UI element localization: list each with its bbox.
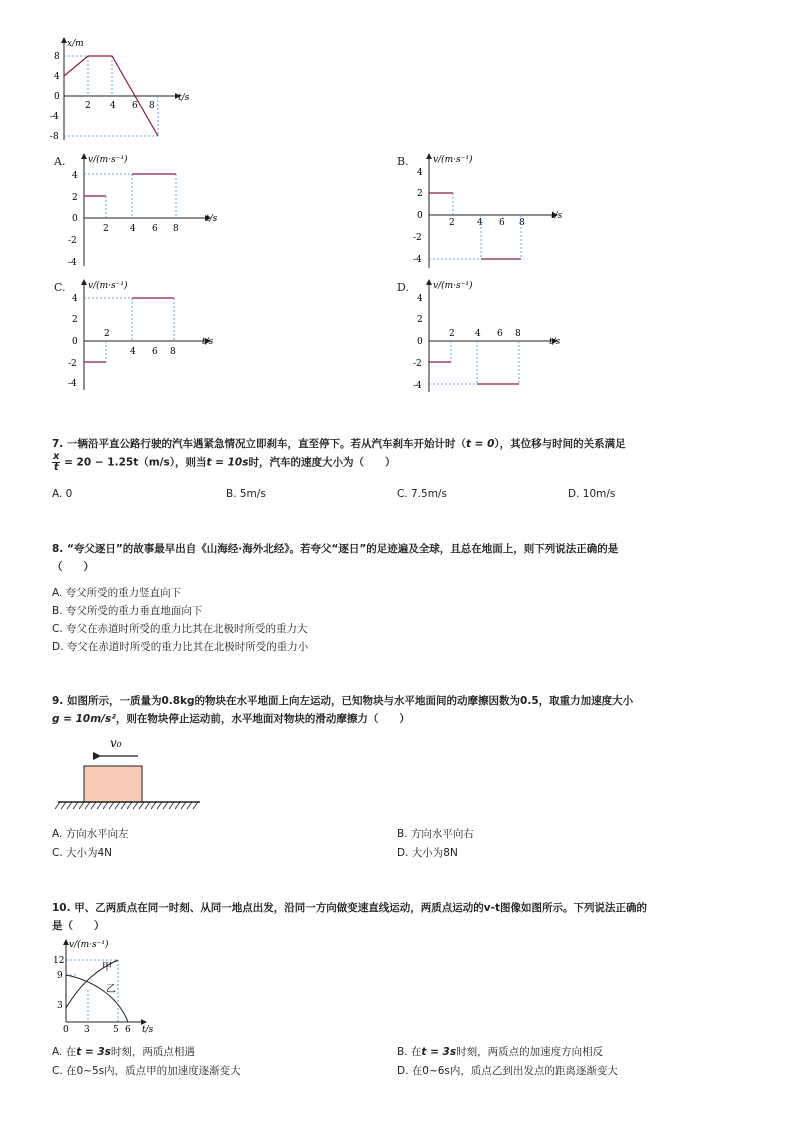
graph-option-d [405,276,565,396]
x-tick: 6 [497,329,503,339]
x-tick: 4 [475,329,481,339]
x-tick: 4 [130,224,136,234]
x-tick: 2 [104,329,110,339]
option-d-letter[interactable]: D. [397,281,409,294]
x-axis-label: t/s [206,214,218,224]
label-yi: 乙 [106,984,116,995]
y-tick-3: 3 [57,1001,63,1011]
q7-text: ），其位移与时间的关系满足 [494,438,626,450]
x-tick-4: 4 [110,101,116,111]
graph-option-c [60,276,220,396]
y-tick-12: 12 [53,956,65,966]
y-tick: 0 [417,211,423,221]
q10-text: 时刻，两质点的加速度方向相反 [456,1046,604,1058]
q10-stem-line2: 是（ ） [52,920,105,932]
q7-option-c[interactable]: C. 7.5m/s [397,488,447,500]
q9-option-c[interactable]: C. 大小为4N [52,847,113,859]
q7-t10: t = 10s [206,456,249,469]
q7-stem-line1 [52,436,626,451]
q7-frac-den: t [53,462,59,473]
x-axis-label: t/s [549,337,561,347]
x-tick: 6 [152,347,158,357]
q7-option-b[interactable]: B. 5m/s [226,488,266,500]
q10-option-c[interactable]: C. 在0~5s内，质点甲的加速度逐渐变大 [52,1065,241,1077]
q8-option-d[interactable]: D. 夸父在赤道时所受的重力比其在北极时所受的重力小 [52,641,309,653]
y-axis-label: v/(m·s⁻¹) [88,281,128,291]
q9-text: ，则在物块停止运动前，水平地面对物块的滑动摩擦力（ ） [115,713,410,725]
y-tick: 2 [72,193,78,203]
q10-stem-line1: 10. 甲、乙两质点在同一时刻、从同一地点出发，沿同一方向做变速直线运动，两质点运动的v-t图像如图所示。下列说法正确的 [52,902,647,914]
y-axis-label: v/(m·s⁻¹) [88,155,128,165]
x-tick: 2 [449,329,455,339]
q10-t3: t = 3s [421,1046,457,1058]
q9-stem-line2 [52,711,410,726]
q9-stem-line1: 9. 如图所示，一质量为0.8kg的物块在水平地面上向左运动，已知物块与水平地面间的动摩擦因数为0.5，取重力加速度大小 [52,695,634,707]
y-tick-8: 8 [54,52,60,62]
q8-option-a[interactable]: A. 夸父所受的重力竖直向下 [52,587,182,599]
x-tick-6: 6 [132,101,138,111]
x-tick-3: 3 [84,1025,90,1035]
x-tick: 6 [152,224,158,234]
x-tick-5: 5 [113,1025,119,1035]
graph-vt-q10 [52,936,162,1036]
y-tick: -2 [68,236,77,246]
y-tick-m8: -8 [50,132,59,142]
label-jia: 甲 [102,962,112,973]
y-tick: 4 [72,294,78,304]
y-tick: -4 [68,379,77,389]
velocity-label: v₀ [110,736,122,750]
x-tick-0: 0 [63,1025,69,1035]
y-tick: -2 [68,359,77,369]
curve-yi [66,975,128,1022]
q7-frac-num: x [53,451,60,462]
y-tick: 0 [72,337,78,347]
block [84,766,142,802]
q7-text: ，则当 [174,456,207,469]
x-tick-2: 2 [85,101,91,111]
graph-option-a [60,150,220,270]
q8-option-c[interactable]: C. 夸父在赤道时所受的重力比其在北极时所受的重力大 [52,623,308,635]
q8-stem-line1: 8. “夸父逐日”的故事最早出自《山海经·海外北经》。若夸父“逐日”的足迹遍及全球，且总在地面上，则下列说法正确的是 [52,543,619,555]
x-tick: 8 [173,224,179,234]
q7-option-d[interactable]: D. 10m/s [568,488,616,500]
y-axis-label: v/(m·s⁻¹) [433,281,473,291]
q10-text: 时刻，两质点相遇 [110,1046,195,1058]
y-tick: 2 [417,315,423,325]
x-tick: 8 [170,347,176,357]
q9-option-a[interactable]: A. 方向水平向左 [52,828,129,840]
q9-option-d[interactable]: D. 大小为8N [397,847,458,859]
x-tick-8: 8 [149,101,155,111]
ground-hatch [55,802,198,809]
q9-option-b[interactable]: B. 方向水平向右 [397,828,474,840]
x-axis-label: t/s [178,93,190,103]
y-tick-m4: -4 [50,112,59,122]
x-axis-label: t/s [142,1025,154,1035]
graph-xt [52,34,202,144]
q8-stem-line2: （ ） [52,561,94,573]
y-tick: -4 [413,255,422,265]
x-tick: 4 [130,347,136,357]
y-tick-9: 9 [57,971,63,981]
q10-text: B. 在 [397,1046,422,1058]
y-tick: 4 [417,294,423,304]
q10-text: A. 在 [52,1046,77,1058]
q10-t3: t = 3s [76,1046,111,1058]
y-tick: 2 [417,189,423,199]
y-tick-4: 4 [54,72,60,82]
option-b-letter[interactable]: B. [397,155,409,168]
y-tick: -4 [68,258,77,268]
q7-formula: = 20 − 1.25t（m/s） [60,456,175,469]
option-a-letter[interactable]: A. [54,155,66,168]
q7-t0: t = 0 [465,438,495,450]
y-tick: -4 [413,381,422,391]
q7-text: 时，汽车的速度大小为（ ） [248,456,396,469]
block-diagram [52,732,212,818]
option-c-letter[interactable]: C. [54,281,66,294]
y-tick: 2 [72,315,78,325]
x-tick: 2 [103,224,109,234]
y-tick: -2 [413,233,422,243]
y-axis-label: v/(m·s⁻¹) [69,940,109,950]
q8-option-b[interactable]: B. 夸父所受的重力垂直地面向下 [52,605,203,617]
q10-option-a[interactable] [52,1044,195,1059]
q10-option-b[interactable] [397,1044,603,1059]
x-tick-6: 6 [125,1025,131,1035]
x-axis-label: t/s [551,211,563,221]
graph-option-b [405,150,565,270]
q10-option-d[interactable]: D. 在0~6s内，质点乙到出发点的距离逐渐变大 [397,1065,618,1077]
y-tick: 4 [72,171,78,181]
q9-g-value: g = 10m/s² [52,713,116,725]
y-tick: -2 [413,359,422,369]
y-tick-0: 0 [54,92,60,102]
y-tick: 0 [72,214,78,224]
y-tick: 4 [417,168,423,178]
x-tick: 4 [477,218,483,228]
q7-stem-line2 [52,452,395,473]
x-tick: 8 [515,329,521,339]
y-tick: 0 [417,337,423,347]
q7-option-a[interactable]: A. 0 [52,488,73,500]
x-tick: 6 [499,218,505,228]
x-tick: 8 [519,218,525,228]
y-axis-label: v/(m·s⁻¹) [433,155,473,165]
x-tick: 2 [449,218,455,228]
q7-text: 7. 一辆沿平直公路行驶的汽车遇紧急情况立即刹车，直至停下。若从汽车刹车开始计时（ [52,438,466,450]
x-axis-label: t/s [202,337,214,347]
y-axis-label: x/m [67,39,84,49]
